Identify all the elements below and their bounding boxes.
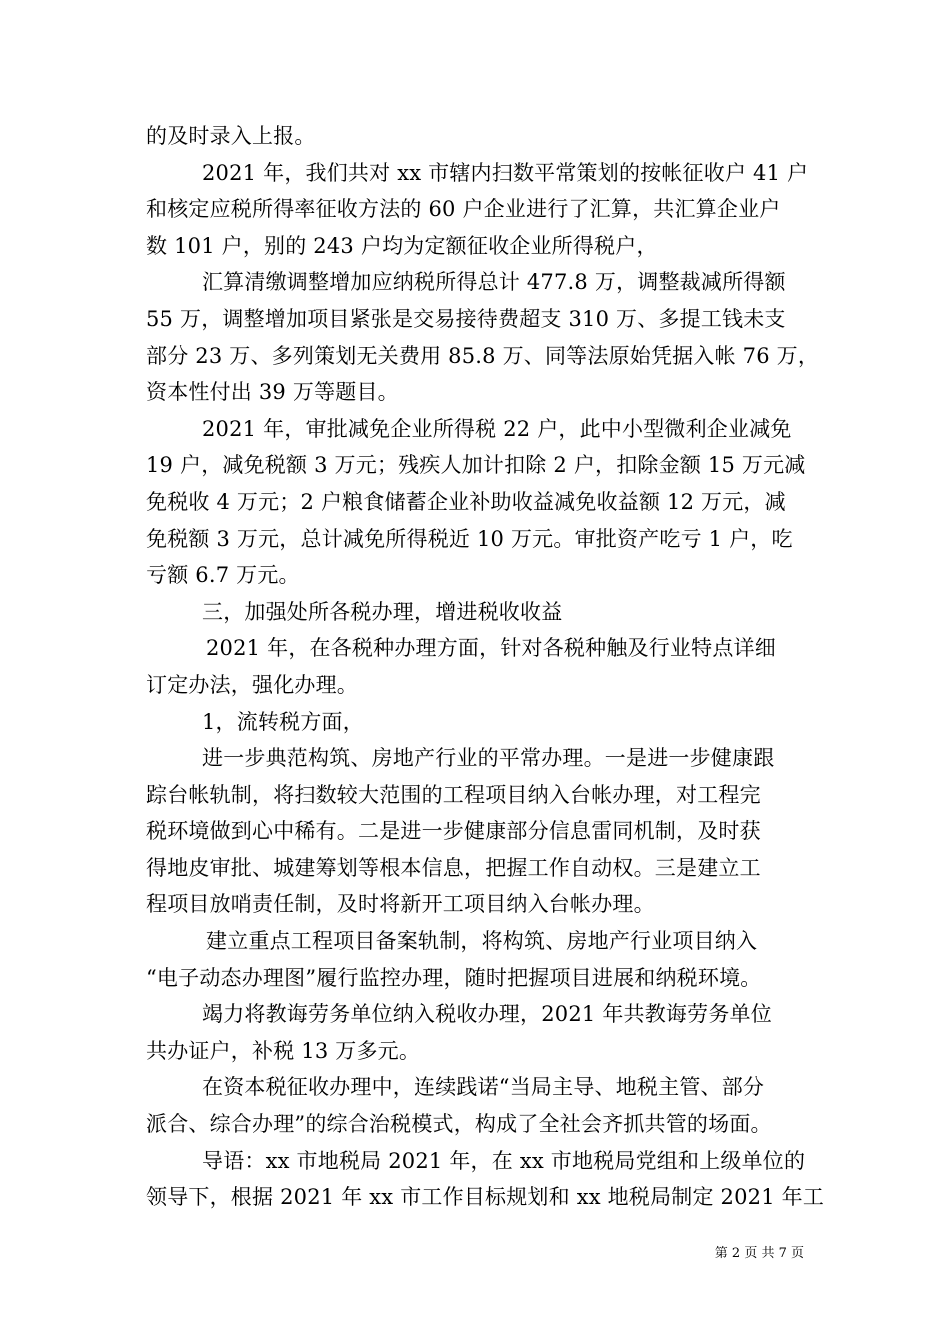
text-line: 导语：xx 市地税局 2021 年，在 xx 市地税局党组和上级单位的 <box>202 1148 806 1173</box>
text-line: 部分 23 万、多列策划无关费用 85.8 万、同等法原始凭据入帐 76 万， <box>146 343 820 368</box>
text-line: 踪台帐轨制，将扫数较大范围的工程项目纳入台帐办理，对工程完 <box>146 782 761 807</box>
text-line: 的及时录入上报。 <box>146 124 316 148</box>
text-line: 税环境做到心中稀有。二是进一步健康部分信息雷同机制，及时获 <box>146 819 761 844</box>
text-line: 数 101 户，别的 243 户均为定额征收企业所得税户， <box>146 233 658 258</box>
text-line: 2021 年，我们共对 xx 市辖内扫数平常策划的按帐征收户 41 户 <box>202 160 809 185</box>
text-line: 订定办法，强化办理。 <box>146 672 358 697</box>
subsection-heading: 1，流转税方面， <box>202 709 364 734</box>
text-line: 55 万，调整增加项目紧张是交易接待费超支 310 万、多提工钱未支 <box>146 306 786 331</box>
text-line: 得地皮审批、城建筹划等根本信息，把握工作自动权。三是建立工 <box>146 855 761 880</box>
text-line: 竭力将教诲劳务单位纳入税收办理，2021 年共教诲劳务单位 <box>202 1002 772 1027</box>
text-line: 共办证户，补税 13 万多元。 <box>146 1038 421 1063</box>
text-line: 2021 年，审批减免企业所得税 22 户，此中小型微利企业减免 <box>202 416 792 441</box>
section-heading: 三，加强处所各税办理，增进税收收益 <box>202 599 563 624</box>
page-number: 第 2 页 共 7 页 <box>714 1246 804 1261</box>
text-line: 领导下，根据 2021 年 xx 市工作目标规划和 xx 地税局制定 2021 年工 <box>146 1185 825 1210</box>
text-line: 程项目放哨责任制，及时将新开工项目纳入台帐办理。 <box>146 892 655 917</box>
text-line: 2021 年，在各税种办理方面，针对各税种触及行业特点详细 <box>206 636 776 661</box>
text-line: 19 户，减免税额 3 万元；残疾人加计扣除 2 户，扣除金额 15 万元减 <box>146 453 806 478</box>
page-footer <box>0 1244 950 1264</box>
text-line: 免税额 3 万元，总计减免所得税近 10 万元。审批资产吃亏 1 户，吃 <box>146 526 793 551</box>
text-line: 建立重点工程项目备案轨制，将构筑、房地产行业项目纳入 <box>206 929 758 954</box>
text-line: 派合、综合办理”的综合治税模式，构成了全社会齐抓共管的场面。 <box>146 1112 772 1137</box>
text-line: 进一步典范构筑、房地产行业的平常办理。一是进一步健康跟 <box>202 746 775 771</box>
text-line: 免税收 4 万元；2 户粮食储蓄企业补助收益减免收益额 12 万元，减 <box>146 489 786 514</box>
text-line: 和核定应税所得率征收方法的 60 户企业进行了汇算，共汇算企业户 <box>146 197 781 222</box>
body-text <box>146 118 825 1216</box>
text-line: “电子动态办理图”履行监控办理，随时把握项目进展和纳税环境。 <box>146 965 762 990</box>
text-line: 亏额 6.7 万元。 <box>146 563 300 588</box>
text-line: 在资本税征收办理中，连续践诺“当局主导、地税主管、部分 <box>202 1075 765 1100</box>
text-line: 资本性付出 39 万等题目。 <box>146 380 399 405</box>
text-line: 汇算清缴调整增加应纳税所得总计 477.8 万，调整裁减所得额 <box>202 270 786 295</box>
